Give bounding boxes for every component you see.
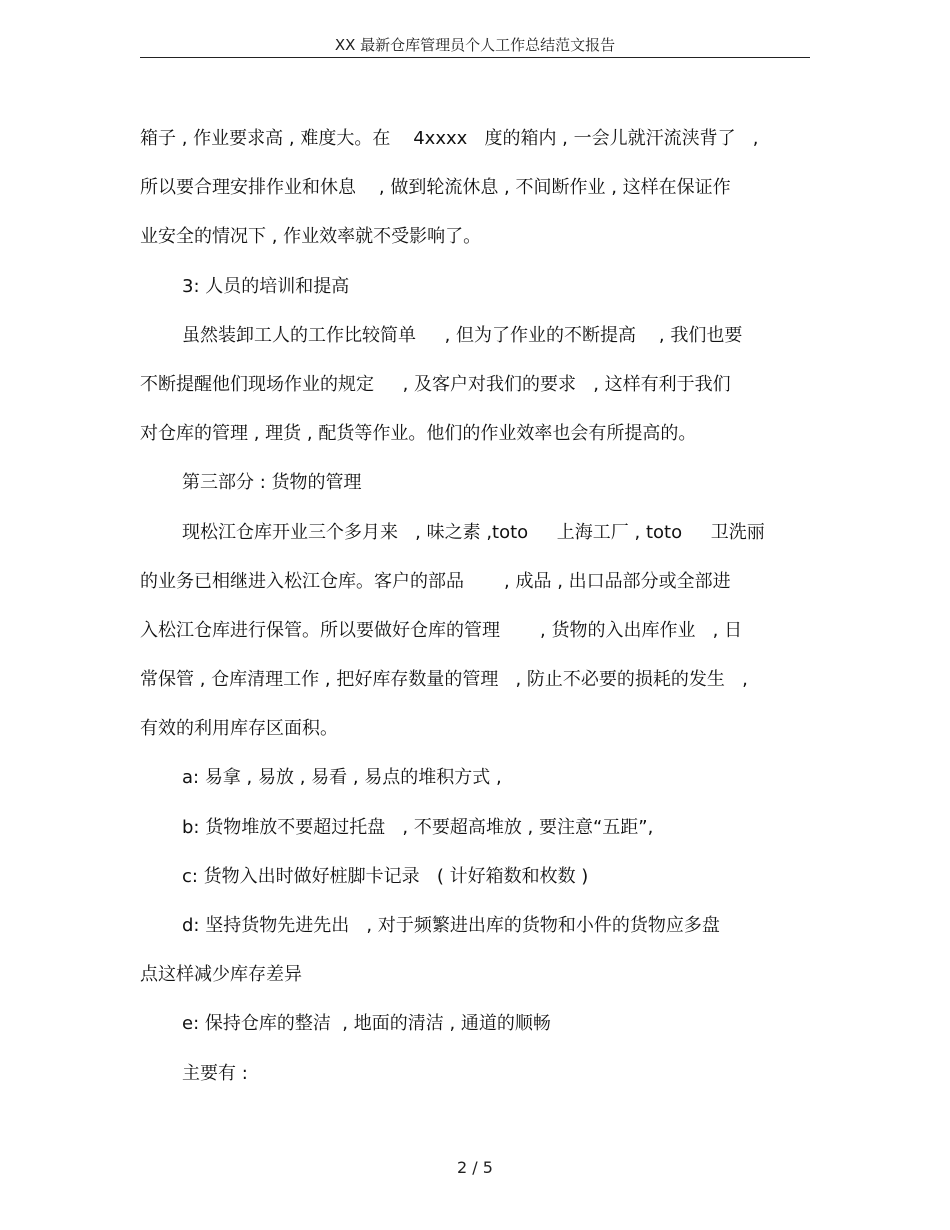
body-line: 虽然装卸工人的工作比较简单 , 但为了作业的不断提高 , 我们也要 xyxy=(182,324,743,346)
body-line: 业安全的情况下 , 作业效率就不受影响了。 xyxy=(140,226,482,248)
page-number: 2 / 5 xyxy=(457,1158,493,1177)
page-header-title: XX 最新仓库管理员个人工作总结范文报告 xyxy=(140,34,810,58)
body-line: 对仓库的管理 , 理货 , 配货等作业。他们的作业效率也会有所提高的。 xyxy=(140,423,697,445)
section-heading-training: 3: 人员的培训和提高 xyxy=(182,275,350,297)
list-item-e: e: 保持仓库的整洁 , 地面的清洁 , 通道的顺畅 xyxy=(182,1013,551,1035)
body-line: 箱子 , 作业要求高 , 难度大。在 4xxxx 度的箱内 , 一会儿就汗流浃背了 , xyxy=(140,128,759,149)
body-line: 现松江仓库开业三个多月来 , 味之素 ,toto 上海工厂 , toto 卫洗丽 xyxy=(182,521,765,543)
list-item-d-continued: 点这样减少库存差异 xyxy=(140,964,302,986)
body-line: 入松江仓库进行保管。所以要做好仓库的管理 , 货物的入出库作业 , 日 xyxy=(140,619,743,641)
body-line: 常保管 , 仓库清理工作 , 把好库存数量的管理 , 防止不必要的损耗的发生 , xyxy=(140,669,748,691)
document-body xyxy=(140,114,820,1098)
list-item-c: c: 货物入出时做好桩脚卡记录 ( 计好箱数和枚数 ) xyxy=(182,865,589,887)
list-item-a: a: 易拿 , 易放 , 易看 , 易点的堆积方式 , xyxy=(182,767,502,789)
section-heading-part-three: 第三部分 : 货物的管理 xyxy=(182,472,362,494)
body-line: 主要有 : xyxy=(182,1062,248,1084)
body-line: 有效的利用库存区面积。 xyxy=(140,718,338,740)
body-line: 所以要合理安排作业和休息 , 做到轮流休息 , 不间断作业 , 这样在保证作 xyxy=(140,177,731,199)
body-line: 不断提醒他们现场作业的规定 , 及客户对我们的要求 , 这样有利于我们 xyxy=(140,373,731,395)
list-item-d: d: 坚持货物先进先出 , 对于频繁进出库的货物和小件的货物应多盘 xyxy=(182,915,720,936)
list-item-b: b: 货物堆放不要超过托盘 , 不要超高堆放 , 要注意“五距”, xyxy=(182,816,654,838)
body-line: 的业务已相继进入松江仓库。客户的部品 , 成品 , 出口品部分或全部进 xyxy=(140,570,731,592)
